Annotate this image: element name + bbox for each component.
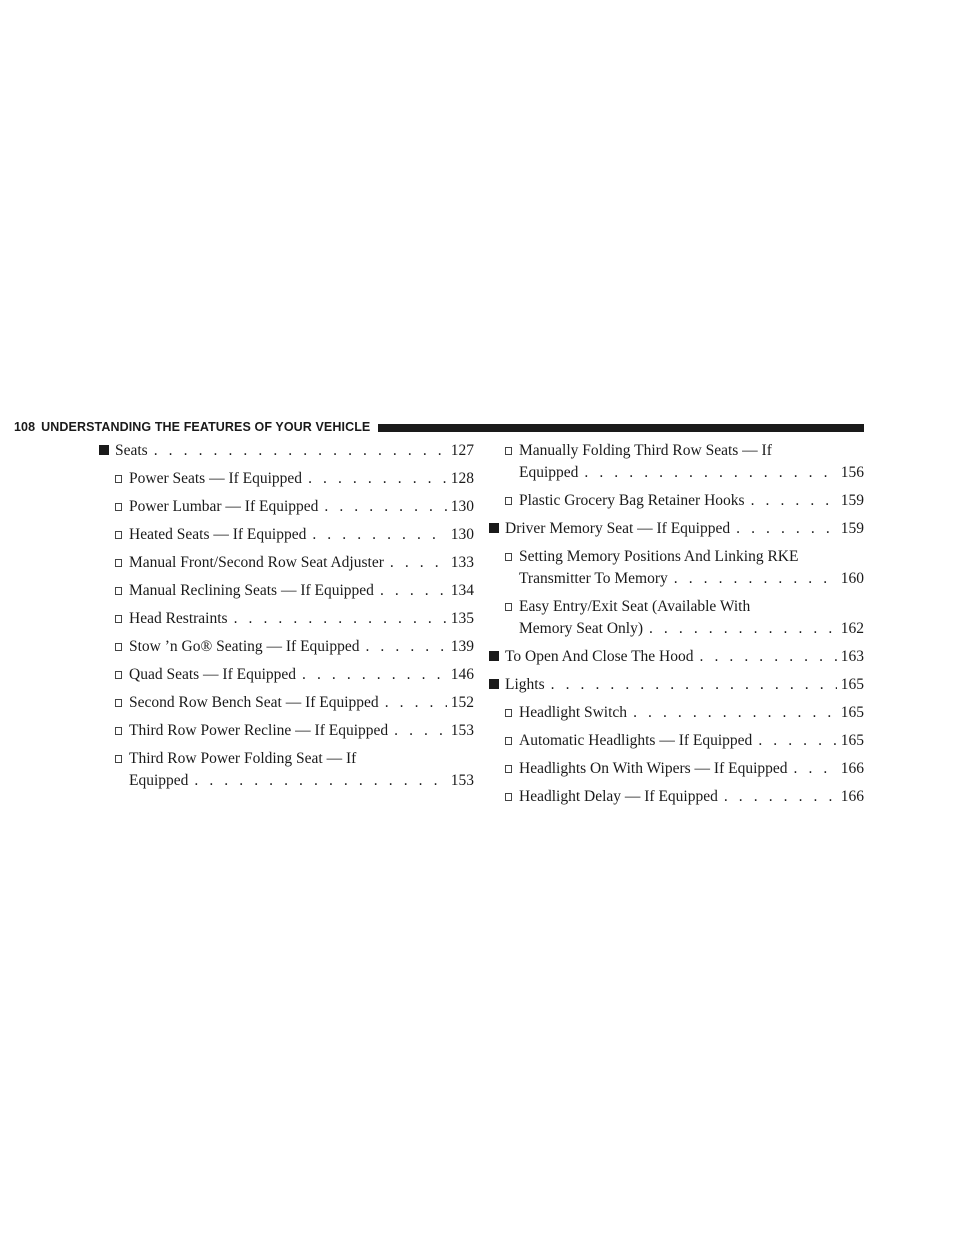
- entry-title: Manual Front/Second Row Seat Adjuster: [129, 554, 384, 571]
- hollow-square-icon: [115, 503, 122, 511]
- hollow-square-icon: [115, 475, 122, 483]
- dot-leader: [154, 440, 447, 462]
- hollow-square-icon: [505, 447, 512, 455]
- page-header: [14, 417, 864, 437]
- dot-leader: [736, 518, 837, 540]
- page-ref: 133: [450, 554, 474, 571]
- entry-title: Manually Folding Third Row Seats — If: [519, 442, 772, 459]
- toc-subsection-entry[interactable]: [98, 664, 474, 686]
- entry-title: Heated Seats — If Equipped: [129, 526, 307, 543]
- dot-leader: [700, 646, 837, 668]
- entry-title: Headlights On With Wipers — If Equipped: [519, 760, 788, 777]
- page-ref: 130: [450, 526, 474, 543]
- dot-leader: [308, 468, 447, 490]
- dot-leader: [724, 786, 837, 808]
- hollow-square-icon: [115, 531, 122, 539]
- entry-title: Driver Memory Seat — If Equipped: [505, 520, 731, 537]
- hollow-square-icon: [505, 765, 512, 773]
- section-title: UNDERSTANDING THE FEATURES OF YOUR VEHICLE: [41, 420, 371, 434]
- entry-title: Stow ’n Go® Seating — If Equipped: [129, 638, 360, 655]
- hollow-square-icon: [115, 755, 122, 763]
- dot-leader: [758, 730, 836, 752]
- entry-title: Quad Seats — If Equipped: [129, 666, 297, 683]
- dot-leader: [390, 552, 447, 574]
- entry-title: Manual Reclining Seats — If Equipped: [129, 582, 374, 599]
- dot-leader: [649, 618, 837, 640]
- page-ref: 159: [840, 492, 864, 509]
- toc-subsection-entry[interactable]: [488, 730, 864, 752]
- toc-right-column: [488, 440, 864, 808]
- toc-subsection-entry[interactable]: [98, 552, 474, 574]
- hollow-square-icon: [505, 497, 512, 505]
- page-ref: 163: [840, 648, 864, 665]
- entry-title: Third Row Power Folding Seat — If: [129, 750, 357, 767]
- page-ref: 165: [840, 732, 864, 749]
- toc-section-entry[interactable]: [488, 674, 864, 696]
- dot-leader: [751, 490, 837, 512]
- page-ref: 162: [840, 620, 864, 637]
- hollow-square-icon: [505, 553, 512, 561]
- entry-title: To Open And Close The Hood: [505, 648, 694, 665]
- hollow-square-icon: [115, 559, 122, 567]
- entry-title: Setting Memory Positions And Linking RKE: [519, 548, 799, 565]
- dot-leader: [194, 770, 446, 792]
- page-ref: 135: [450, 610, 474, 627]
- toc-subsection-entry[interactable]: [488, 786, 864, 808]
- page-ref: 127: [450, 442, 474, 459]
- dot-leader: [312, 524, 446, 546]
- dot-leader: [234, 608, 447, 630]
- entry-title: Power Lumbar — If Equipped: [129, 498, 319, 515]
- toc-subsection-entry[interactable]: [488, 546, 864, 590]
- dot-leader: [365, 636, 446, 658]
- toc-section-entry[interactable]: [488, 646, 864, 668]
- toc-subsection-entry[interactable]: [98, 720, 474, 742]
- hollow-square-icon: [505, 709, 512, 717]
- page-ref: 165: [840, 704, 864, 721]
- page-ref: 166: [840, 788, 864, 805]
- entry-title: Head Restraints: [129, 610, 228, 627]
- dot-leader: [302, 664, 447, 686]
- square-bullet-icon: [489, 523, 499, 533]
- page-ref: 139: [450, 638, 474, 655]
- dot-leader: [674, 568, 837, 590]
- entry-title: Lights: [505, 676, 545, 693]
- page-ref: 152: [450, 694, 474, 711]
- entry-title: Seats: [115, 442, 148, 459]
- page-ref: 146: [450, 666, 474, 683]
- entry-title: Power Seats — If Equipped: [129, 470, 303, 487]
- entry-title: Headlight Switch: [519, 704, 628, 721]
- page-ref: 128: [450, 470, 474, 487]
- hollow-square-icon: [115, 643, 122, 651]
- toc-subsection-entry[interactable]: [488, 440, 864, 484]
- page-number: 108: [14, 420, 36, 434]
- page-ref: 130: [450, 498, 474, 515]
- entry-title: Equipped: [519, 464, 579, 481]
- toc-subsection-entry[interactable]: [98, 608, 474, 630]
- hollow-square-icon: [505, 793, 512, 801]
- header-rule: [378, 424, 864, 432]
- toc-subsection-entry[interactable]: [98, 524, 474, 546]
- page-ref: 166: [840, 760, 864, 777]
- entry-title: Equipped: [129, 772, 189, 789]
- dot-leader: [584, 462, 836, 484]
- toc-subsection-entry[interactable]: [98, 636, 474, 658]
- toc-subsection-entry[interactable]: [98, 748, 474, 792]
- toc-subsection-entry[interactable]: [488, 702, 864, 724]
- hollow-square-icon: [505, 737, 512, 745]
- entry-title: Headlight Delay — If Equipped: [519, 788, 718, 805]
- entry-title: Memory Seat Only): [519, 620, 643, 637]
- toc-subsection-entry[interactable]: [98, 692, 474, 714]
- toc-subsection-entry[interactable]: [488, 596, 864, 640]
- square-bullet-icon: [489, 651, 499, 661]
- entry-title: Easy Entry/Exit Seat (Available With: [519, 598, 751, 615]
- page-ref: 134: [450, 582, 474, 599]
- page-ref: 156: [840, 464, 864, 481]
- entry-title: Transmitter To Memory: [519, 570, 668, 587]
- hollow-square-icon: [115, 727, 122, 735]
- square-bullet-icon: [489, 679, 499, 689]
- toc-section-entry[interactable]: [98, 440, 474, 462]
- toc-left-column: [98, 440, 474, 792]
- hollow-square-icon: [115, 699, 122, 707]
- page-ref: 165: [840, 676, 864, 693]
- square-bullet-icon: [99, 445, 109, 455]
- dot-leader: [385, 692, 447, 714]
- dot-leader: [794, 758, 837, 780]
- hollow-square-icon: [115, 615, 122, 623]
- page-ref: 160: [840, 570, 864, 587]
- dot-leader: [324, 496, 446, 518]
- toc-subsection-entry[interactable]: [98, 468, 474, 490]
- dot-leader: [380, 580, 447, 602]
- page-ref: 159: [840, 520, 864, 537]
- hollow-square-icon: [505, 603, 512, 611]
- page-ref: 153: [450, 772, 474, 789]
- page-ref: 153: [450, 722, 474, 739]
- toc-subsection-entry[interactable]: [98, 496, 474, 518]
- entry-title: Third Row Power Recline — If Equipped: [129, 722, 389, 739]
- toc-subsection-entry[interactable]: [488, 490, 864, 512]
- entry-title: Automatic Headlights — If Equipped: [519, 732, 753, 749]
- dot-leader: [551, 674, 837, 696]
- dot-leader: [394, 720, 447, 742]
- entry-title: Second Row Bench Seat — If Equipped: [129, 694, 379, 711]
- toc-section-entry[interactable]: [488, 518, 864, 540]
- toc-subsection-entry[interactable]: [98, 580, 474, 602]
- hollow-square-icon: [115, 587, 122, 595]
- hollow-square-icon: [115, 671, 122, 679]
- dot-leader: [633, 702, 837, 724]
- entry-title: Plastic Grocery Bag Retainer Hooks: [519, 492, 745, 509]
- toc-subsection-entry[interactable]: [488, 758, 864, 780]
